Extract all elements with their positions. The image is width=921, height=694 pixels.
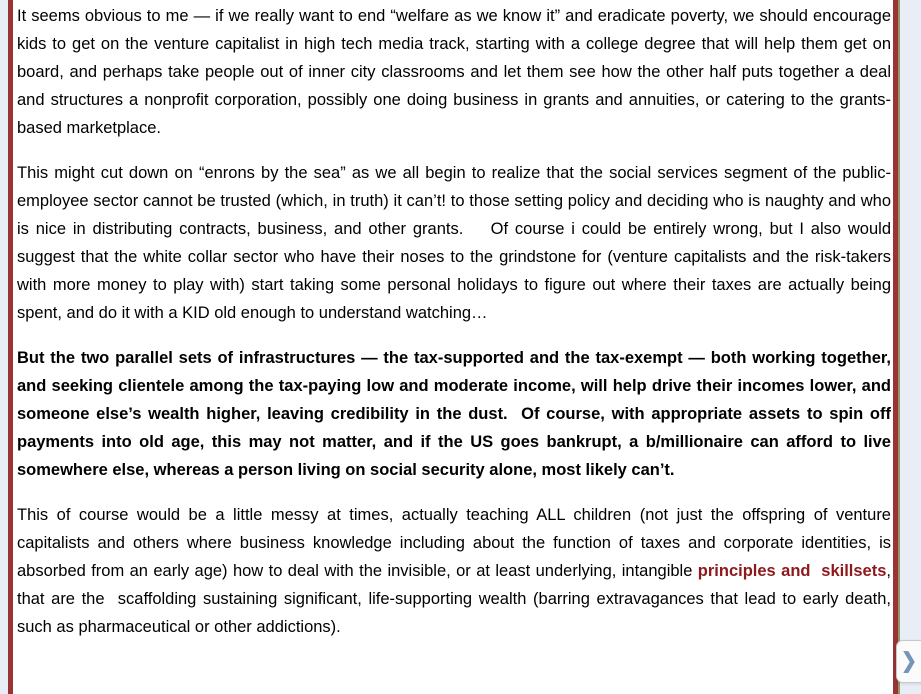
text-segment: This of course would be a little messy at times, actually teaching ALL children (not just the offspring of venture capitalists and others where business knowledge including about the function of taxes and corporate identities, is absorbed from an early age) how to deal with the invisible, or at least underlying, intangible [17, 506, 891, 580]
text-segment: , that are the scaffolding sustaining significant, life-supporting wealth (barring extravagances that lead to early death, such as pharmaceutical or other addictions). [17, 562, 891, 636]
sidebar-expand-tab[interactable] [896, 640, 921, 683]
chevron-right-icon: ❯ [901, 649, 917, 674]
article-body [13, 0, 893, 694]
paragraph-welfare: It seems obvious to me — if we really want to end “welfare as we know it” and eradicate poverty, we should encourage kids to get on the venture capitalist in high tech media track, starting with a college degree that will help them get on board, and perhaps take people out of inner city classrooms and let them see how the other half puts together a deal and structures a nonprofit corporation, possibly one doing business in grants and annuities, or catering to the grants-based marketplace. [17, 7, 891, 137]
paragraph-enrons: This might cut down on “enrons by the sea” as we all begin to realize that the social services segment of the public-employee sector cannot be trusted (which, in truth) it can’t! to those setting policy and deciding who is naughty and who is nice in distributing contracts, business, and other grants. Of course i could be entirely wrong, but I also would suggest that the white collar sector who have their noses to the grindstone for (venture capitalists and the risk-takers with more money to play with) start taking some personal holidays to figure out where their taxes are actually being spent, and do it with a KID old enough to understand watching… [17, 164, 891, 322]
left-gutter [0, 0, 8, 694]
paragraph-infrastructures-bold: But the two parallel sets of infrastructures — the tax-supported and the tax-exempt — both working together, and seeking clientele among the tax-paying low and moderate income, will help drive their incomes lower, and someone else’s wealth higher, leaving credibility in the dust. Of course, with appropriate assets to spin off payments into old age, this may not matter, and if the US goes bankrupt, a b/millionaire can afford to live somewhere else, whereas a person living on social security alone, most likely can’t. [17, 349, 891, 479]
right-gutter [900, 0, 921, 694]
paragraph-teaching [17, 501, 891, 641]
highlighted-phrase: principles and skillsets [697, 562, 887, 580]
